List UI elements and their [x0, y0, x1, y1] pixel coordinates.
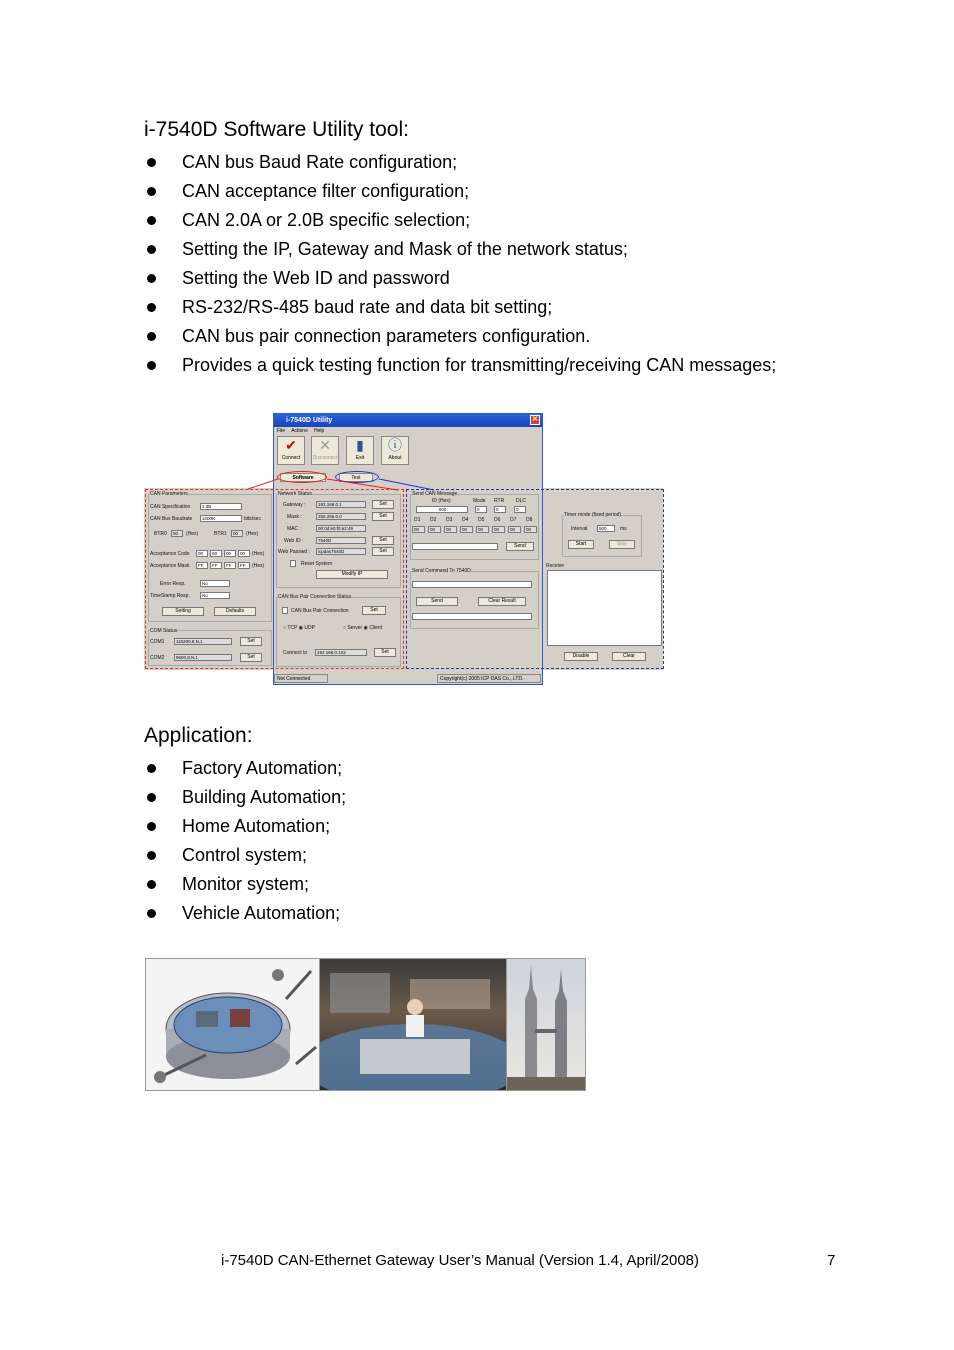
data-byte-field[interactable]: 00: [524, 526, 537, 533]
receive-list[interactable]: [547, 570, 662, 646]
footer-text: i-7540D CAN-Ethernet Gateway User’s Manual (Version 1.4, April/2008): [221, 1252, 700, 1269]
acc-code-field[interactable]: 00: [224, 550, 236, 557]
list-item: Control system;: [144, 845, 346, 874]
bullet-icon: [147, 851, 156, 860]
btr0-hex: (Hex): [186, 531, 199, 537]
com-status-title: COM Status: [150, 628, 178, 634]
data-byte-field[interactable]: 00: [460, 526, 473, 533]
tab-software[interactable]: Software: [280, 473, 326, 482]
acc-code-field[interactable]: 00: [196, 550, 208, 557]
webid-label: Web ID :: [284, 538, 304, 544]
data-byte-label: D1: [414, 517, 421, 523]
interval-label: Interval: [571, 526, 588, 532]
status-bar: [273, 673, 543, 685]
status-connection: Not Connected: [274, 674, 328, 683]
clear-receive-button[interactable]: Clear: [612, 652, 646, 661]
btr1-field[interactable]: 00: [231, 530, 243, 537]
acc-mask-label: Acceptance Mask: [150, 563, 190, 569]
webid-set-button[interactable]: Set: [372, 536, 394, 545]
rtr-label: RTR: [494, 498, 505, 504]
rtr-field[interactable]: 0: [494, 506, 506, 513]
mode-radios[interactable]: ○ Server ◉ Client: [343, 625, 383, 631]
com1-label: COM1: [150, 639, 165, 645]
pair-connection-checkbox[interactable]: [282, 607, 288, 614]
about-button[interactable]: ⓘ About: [381, 436, 409, 465]
pair-connection-label: CAN Bus Pair Connection: [291, 608, 349, 614]
acc-mask-field[interactable]: FF: [210, 562, 222, 569]
info-icon: ⓘ: [388, 437, 402, 453]
application-list: [144, 758, 346, 932]
result-field: [412, 613, 532, 620]
acc-mask-field[interactable]: FF: [238, 562, 250, 569]
data-byte-field[interactable]: 00: [492, 526, 505, 533]
timer-title: Timer mode (fixed period): [564, 512, 622, 518]
machine-diagram-image: [145, 958, 320, 1091]
data-byte-field[interactable]: 00: [412, 526, 425, 533]
can-spec-label: CAN Specification: [150, 504, 191, 510]
error-resp-select[interactable]: No: [200, 580, 230, 587]
connect-to-label: Connect to: [283, 650, 308, 656]
send-can-title: Send CAN Message: [412, 491, 458, 497]
checkmark-icon: ✔: [285, 437, 297, 453]
interval-field[interactable]: 500: [597, 525, 615, 532]
list-item: CAN bus Baud Rate configuration;: [144, 152, 776, 181]
list-item: CAN 2.0A or 2.0B specific selection;: [144, 210, 776, 239]
id-label: ID (Hex): [432, 498, 451, 504]
reset-system-label: Reset System: [301, 561, 333, 567]
timestamp-resp-select[interactable]: No: [200, 592, 230, 599]
utility-screenshot: [144, 410, 666, 685]
bullet-icon: [147, 822, 156, 831]
bullet-icon: [147, 216, 156, 225]
acc-code-label: Acceptance Code: [150, 551, 190, 557]
list-item: CAN acceptance filter configuration;: [144, 181, 776, 210]
bullet-icon: [147, 274, 156, 283]
btr1-hex: (Hex): [246, 531, 259, 537]
clear-result-button[interactable]: Clear Result: [478, 597, 526, 606]
can-parameters-group: [148, 494, 272, 622]
start-button[interactable]: Start: [568, 540, 594, 549]
webid-field[interactable]: 7540D: [316, 537, 366, 544]
mask-label: Mask :: [287, 514, 302, 520]
exit-button[interactable]: ▮ Exit: [346, 436, 374, 465]
mode-label: Mode: [473, 498, 486, 504]
data-byte-field[interactable]: 00: [508, 526, 521, 533]
acc-code-hex: (Hex): [252, 551, 265, 557]
com2-set-button[interactable]: Set: [240, 653, 262, 662]
send-command-title: Send Command To 7540D: [412, 568, 471, 574]
can-baud-select[interactable]: 1000K: [200, 515, 242, 522]
mode-field[interactable]: 0: [475, 506, 487, 513]
connect-to-field[interactable]: 192.168.0.102: [315, 649, 367, 656]
data-byte-field[interactable]: 00: [444, 526, 457, 533]
protocol-radios[interactable]: ○ TCP ◉ UDP: [283, 625, 315, 631]
mask-field[interactable]: 255.255.0.0: [316, 513, 366, 520]
bullet-icon: [147, 158, 156, 167]
setting-button[interactable]: Setting: [162, 607, 204, 616]
gateway-label: Gateway :: [283, 502, 306, 508]
btr1-label: BTR1: [214, 531, 227, 537]
dlc-label: DLC: [516, 498, 527, 504]
can-baud-label: CAN Bus Baudrate: [150, 516, 193, 522]
gateway-field[interactable]: 192.168.0.1: [316, 501, 366, 508]
webpw-field[interactable]: icpdas7540D: [316, 548, 366, 555]
list-item: CAN bus pair connection parameters configuration.: [144, 326, 776, 355]
menu-help[interactable]: Help: [313, 428, 325, 434]
acc-code-field[interactable]: 00: [238, 550, 250, 557]
data-byte-label: D8: [526, 517, 533, 523]
com2-field: 9600,8,N,1: [174, 654, 232, 661]
software-heading: i-7540D Software Utility tool:: [144, 118, 409, 141]
pair-connection-title: CAN Bus Pair Connection Status: [278, 594, 352, 600]
data-byte-field[interactable]: 00: [428, 526, 441, 533]
exit-door-icon: ▮: [356, 437, 364, 453]
data-byte-field[interactable]: 00: [476, 526, 489, 533]
connect-button[interactable]: ✔ Connect: [277, 436, 305, 465]
btr0-field[interactable]: 00: [171, 530, 183, 537]
data-byte-label: D6: [494, 517, 501, 523]
acc-mask-field[interactable]: FF: [224, 562, 236, 569]
data-byte-label: D7: [510, 517, 517, 523]
close-icon[interactable]: ✕: [530, 415, 540, 425]
data-byte-label: D2: [430, 517, 437, 523]
btr0-label: BTR0: [154, 531, 167, 537]
bullet-icon: [147, 361, 156, 370]
bullet-icon: [147, 187, 156, 196]
acc-mask-field[interactable]: FF: [196, 562, 208, 569]
network-status-title: Network Status: [278, 491, 312, 497]
acc-code-field[interactable]: 00: [210, 550, 222, 557]
list-item: Factory Automation;: [144, 758, 346, 787]
mask-set-button[interactable]: Set: [372, 512, 394, 521]
data-byte-label: D5: [478, 517, 485, 523]
webpw-set-button[interactable]: Set: [372, 547, 394, 556]
can-baud-unit: bits/sec: [244, 516, 261, 522]
connect-set-button[interactable]: Set: [374, 648, 396, 657]
bullet-icon: [147, 303, 156, 312]
bullet-icon: [147, 245, 156, 254]
send-can-input[interactable]: [412, 543, 498, 550]
can-parameters-title: CAN Parameters: [150, 491, 188, 497]
can-spec-select[interactable]: 2.0B: [200, 503, 242, 510]
send-can-button[interactable]: Send: [506, 542, 534, 551]
acc-mask-hex: (Hex): [252, 563, 265, 569]
list-item: Setting the IP, Gateway and Mask of the network status;: [144, 239, 776, 268]
defaults-button[interactable]: Defaults: [214, 607, 256, 616]
list-item: Setting the Web ID and password: [144, 268, 776, 297]
send-command-button[interactable]: Send: [416, 597, 458, 606]
page-number: 7: [827, 1252, 836, 1269]
com2-label: COM2: [150, 655, 165, 661]
disconnect-button[interactable]: ✕ Disconnect: [311, 436, 339, 465]
status-copyright: Copyright(c) 2005 ICP DAS Co., LTD.: [437, 674, 541, 683]
bullet-icon: [147, 793, 156, 802]
bullet-icon: [147, 880, 156, 889]
command-input[interactable]: [412, 581, 532, 588]
gateway-set-button[interactable]: Set: [372, 500, 394, 509]
pair-set-button[interactable]: Set: [362, 606, 386, 615]
mac-label: MAC :: [287, 526, 301, 532]
list-item: Monitor system;: [144, 874, 346, 903]
software-feature-list: [144, 152, 776, 384]
reset-system-checkbox[interactable]: [290, 560, 296, 567]
data-byte-label: D4: [462, 517, 469, 523]
timestamp-resp-label: TimeStamp Resp.: [150, 593, 190, 599]
com1-set-button[interactable]: Set: [240, 637, 262, 646]
interval-unit: ms: [620, 526, 627, 532]
error-resp-label: Error Resp.: [160, 581, 186, 587]
title-bar: i-7540D Utility ✕: [274, 414, 542, 427]
modify-ip-button[interactable]: Modify IP: [316, 570, 388, 579]
list-item: Provides a quick testing function for transmitting/receiving CAN messages;: [144, 355, 776, 384]
bullet-icon: [147, 909, 156, 918]
factory-photo-image: [320, 958, 506, 1091]
tab-test[interactable]: Test: [339, 473, 373, 482]
receive-title: Receive: [546, 563, 565, 569]
mac-field: 00:0d:e0:f0:a2:49: [316, 525, 366, 532]
twin-towers-photo-image: [506, 958, 586, 1091]
list-item: Home Automation;: [144, 816, 346, 845]
bullet-icon: [147, 332, 156, 341]
menu-file[interactable]: File: [277, 428, 286, 434]
list-item: RS-232/RS-485 baud rate and data bit setting;: [144, 297, 776, 326]
list-item: Building Automation;: [144, 787, 346, 816]
list-item: Vehicle Automation;: [144, 903, 346, 932]
timer-group: [562, 515, 642, 557]
webpw-label: Web Passwd :: [278, 549, 310, 555]
dlc-field[interactable]: 0: [514, 506, 526, 513]
application-heading: Application:: [144, 724, 253, 747]
stop-button[interactable]: Stop: [609, 540, 635, 549]
menu-actions[interactable]: Actions: [291, 428, 308, 434]
disable-button[interactable]: Disable: [564, 652, 598, 661]
id-field[interactable]: 000: [416, 506, 468, 513]
x-icon: ✕: [319, 437, 331, 453]
data-byte-label: D3: [446, 517, 453, 523]
bullet-icon: [147, 764, 156, 773]
com1-field: 115200,8,N,1: [174, 638, 232, 645]
